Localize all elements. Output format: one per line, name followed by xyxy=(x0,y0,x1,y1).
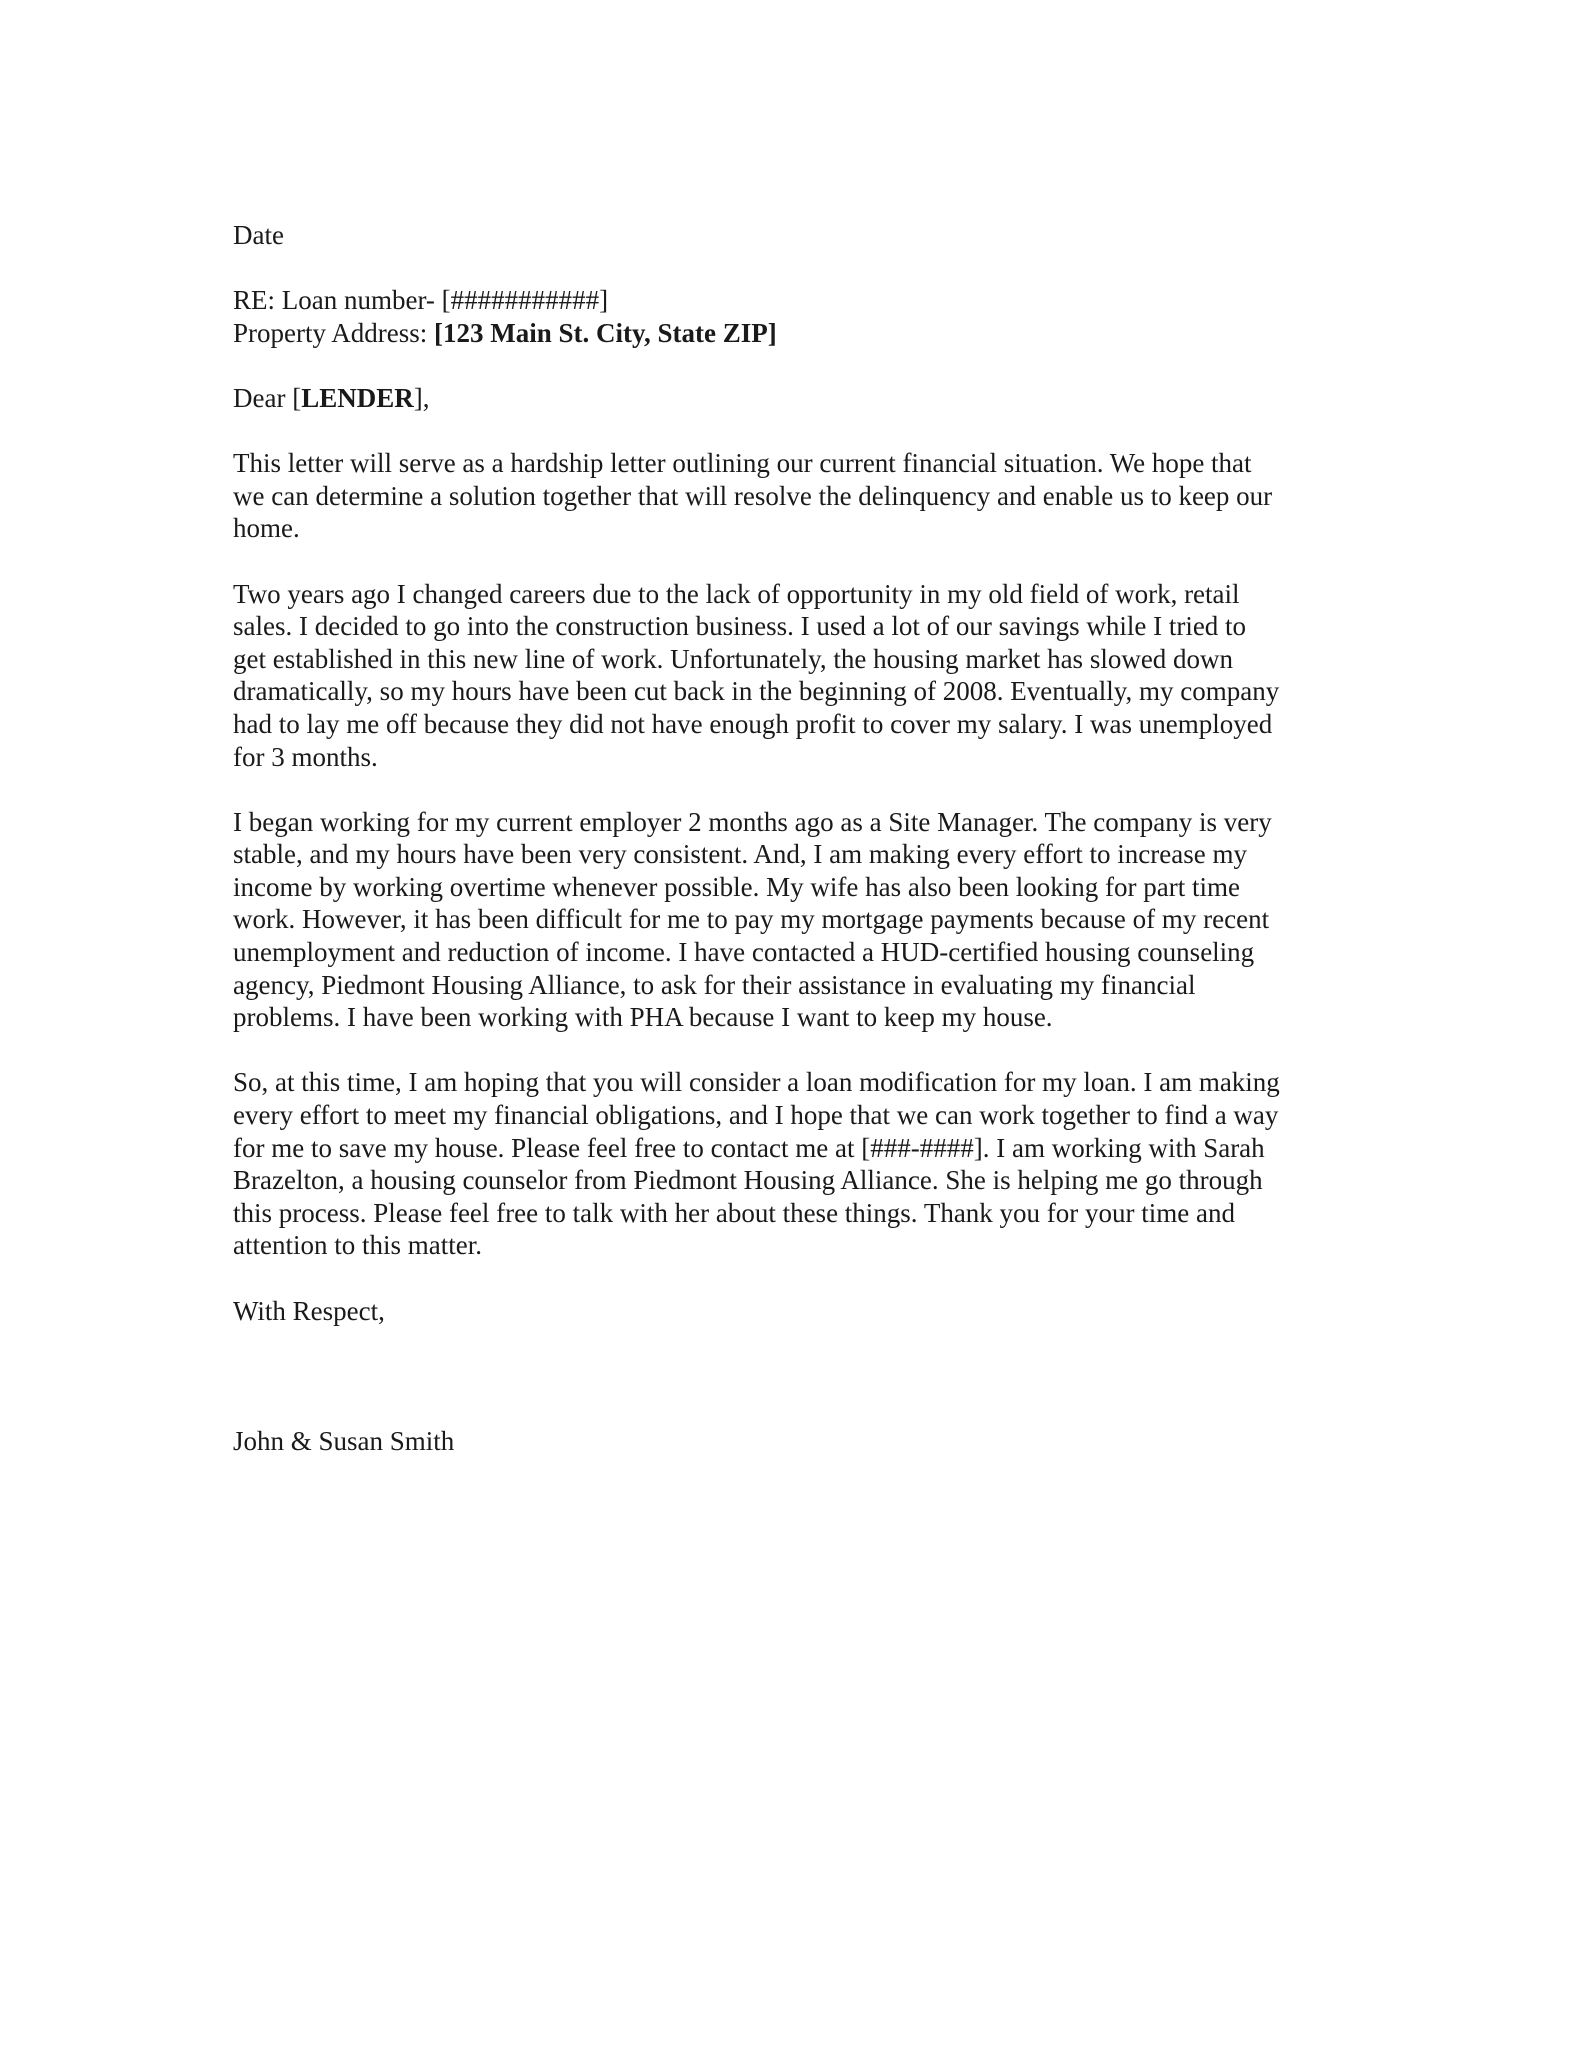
paragraph-line: for me to save my house. Please feel free to contact me at [###-####]. I am working with Sarah xyxy=(233,1132,1265,1163)
signature-space xyxy=(233,1327,1353,1425)
paragraph-line: every effort to meet my financial obligations, and I hope that we can work together to find a way xyxy=(233,1100,1279,1131)
paragraph-line: I began working for my current employer 2 months ago as a Site Manager. The company is very xyxy=(233,806,1272,837)
paragraph-line: we can determine a solution together that will resolve the delinquency and enable us to keep our xyxy=(233,480,1273,511)
paragraph-line: attention to this matter. xyxy=(233,1230,482,1261)
paragraph-line: stable, and my hours have been very consistent. And, I am making every effort to increase my xyxy=(233,839,1247,870)
date-line: Date xyxy=(233,220,284,250)
salutation xyxy=(233,382,1353,415)
paragraph-line: unemployment and reduction of income. I have contacted a HUD-certified housing counseling xyxy=(233,937,1255,968)
paragraph-line: Two years ago I changed careers due to the lack of opportunity in my old field of work, retail xyxy=(233,578,1240,609)
closing: With Respect, xyxy=(233,1295,385,1326)
paragraph-1 xyxy=(233,447,1353,545)
paragraph-line: for 3 months. xyxy=(233,741,378,772)
paragraph-line: this process. Please feel free to talk with her about these things. Thank you for your time and xyxy=(233,1197,1235,1228)
re-prefix: RE: Loan number- xyxy=(233,285,442,316)
paragraph-line: get established in this new line of work. Unfortunately, the housing market has slowed down xyxy=(233,643,1234,674)
signature-name: John & Susan Smith xyxy=(233,1425,455,1456)
paragraph-3 xyxy=(233,806,1353,1034)
paragraph-line: had to lay me off because they did not have enough profit to cover my salary. I was unemployed xyxy=(233,708,1273,739)
salutation-close: ], xyxy=(413,382,430,413)
paragraph-line: agency, Piedmont Housing Alliance, to ask for their assistance in evaluating my financial xyxy=(233,969,1196,1000)
paragraph-2 xyxy=(233,578,1353,774)
spacer xyxy=(233,415,1353,448)
paragraph-line: sales. I decided to go into the construction business. I used a lot of our savings while I tried to xyxy=(233,611,1247,642)
spacer xyxy=(233,252,1353,285)
re-line xyxy=(233,284,1353,317)
property-address-line xyxy=(233,317,1353,350)
paragraph-line: This letter will serve as a hardship letter outlining our current financial situation. We hope that xyxy=(233,448,1252,479)
property-address: [123 Main St. City, State ZIP] xyxy=(433,317,777,348)
spacer xyxy=(233,349,1353,382)
spacer xyxy=(233,773,1353,806)
hardship-letter xyxy=(233,219,1353,1458)
spacer xyxy=(233,1262,1353,1295)
paragraph-line: So, at this time, I am hoping that you will consider a loan modification for my loan. I am making xyxy=(233,1067,1280,1098)
spacer xyxy=(233,545,1353,578)
paragraph-4 xyxy=(233,1066,1353,1262)
paragraph-line: home. xyxy=(233,513,300,544)
paragraph-line: income by working overtime whenever possible. My wife has also been looking for part time xyxy=(233,871,1241,902)
spacer xyxy=(233,1034,1353,1067)
property-address-prefix: Property Address: xyxy=(233,317,434,348)
lender-name: LENDER xyxy=(301,382,414,413)
loan-number: [###########] xyxy=(441,285,609,316)
paragraph-line: work. However, it has been difficult for me to pay my mortgage payments because of my recent xyxy=(233,904,1270,935)
salutation-open: Dear [ xyxy=(233,382,302,413)
paragraph-line: Brazelton, a housing counselor from Piedmont Housing Alliance. She is helping me go through xyxy=(233,1165,1263,1196)
paragraph-line: problems. I have been working with PHA because I want to keep my house. xyxy=(233,1002,1053,1033)
paragraph-line: dramatically, so my hours have been cut back in the beginning of 2008. Eventually, my company xyxy=(233,676,1280,707)
